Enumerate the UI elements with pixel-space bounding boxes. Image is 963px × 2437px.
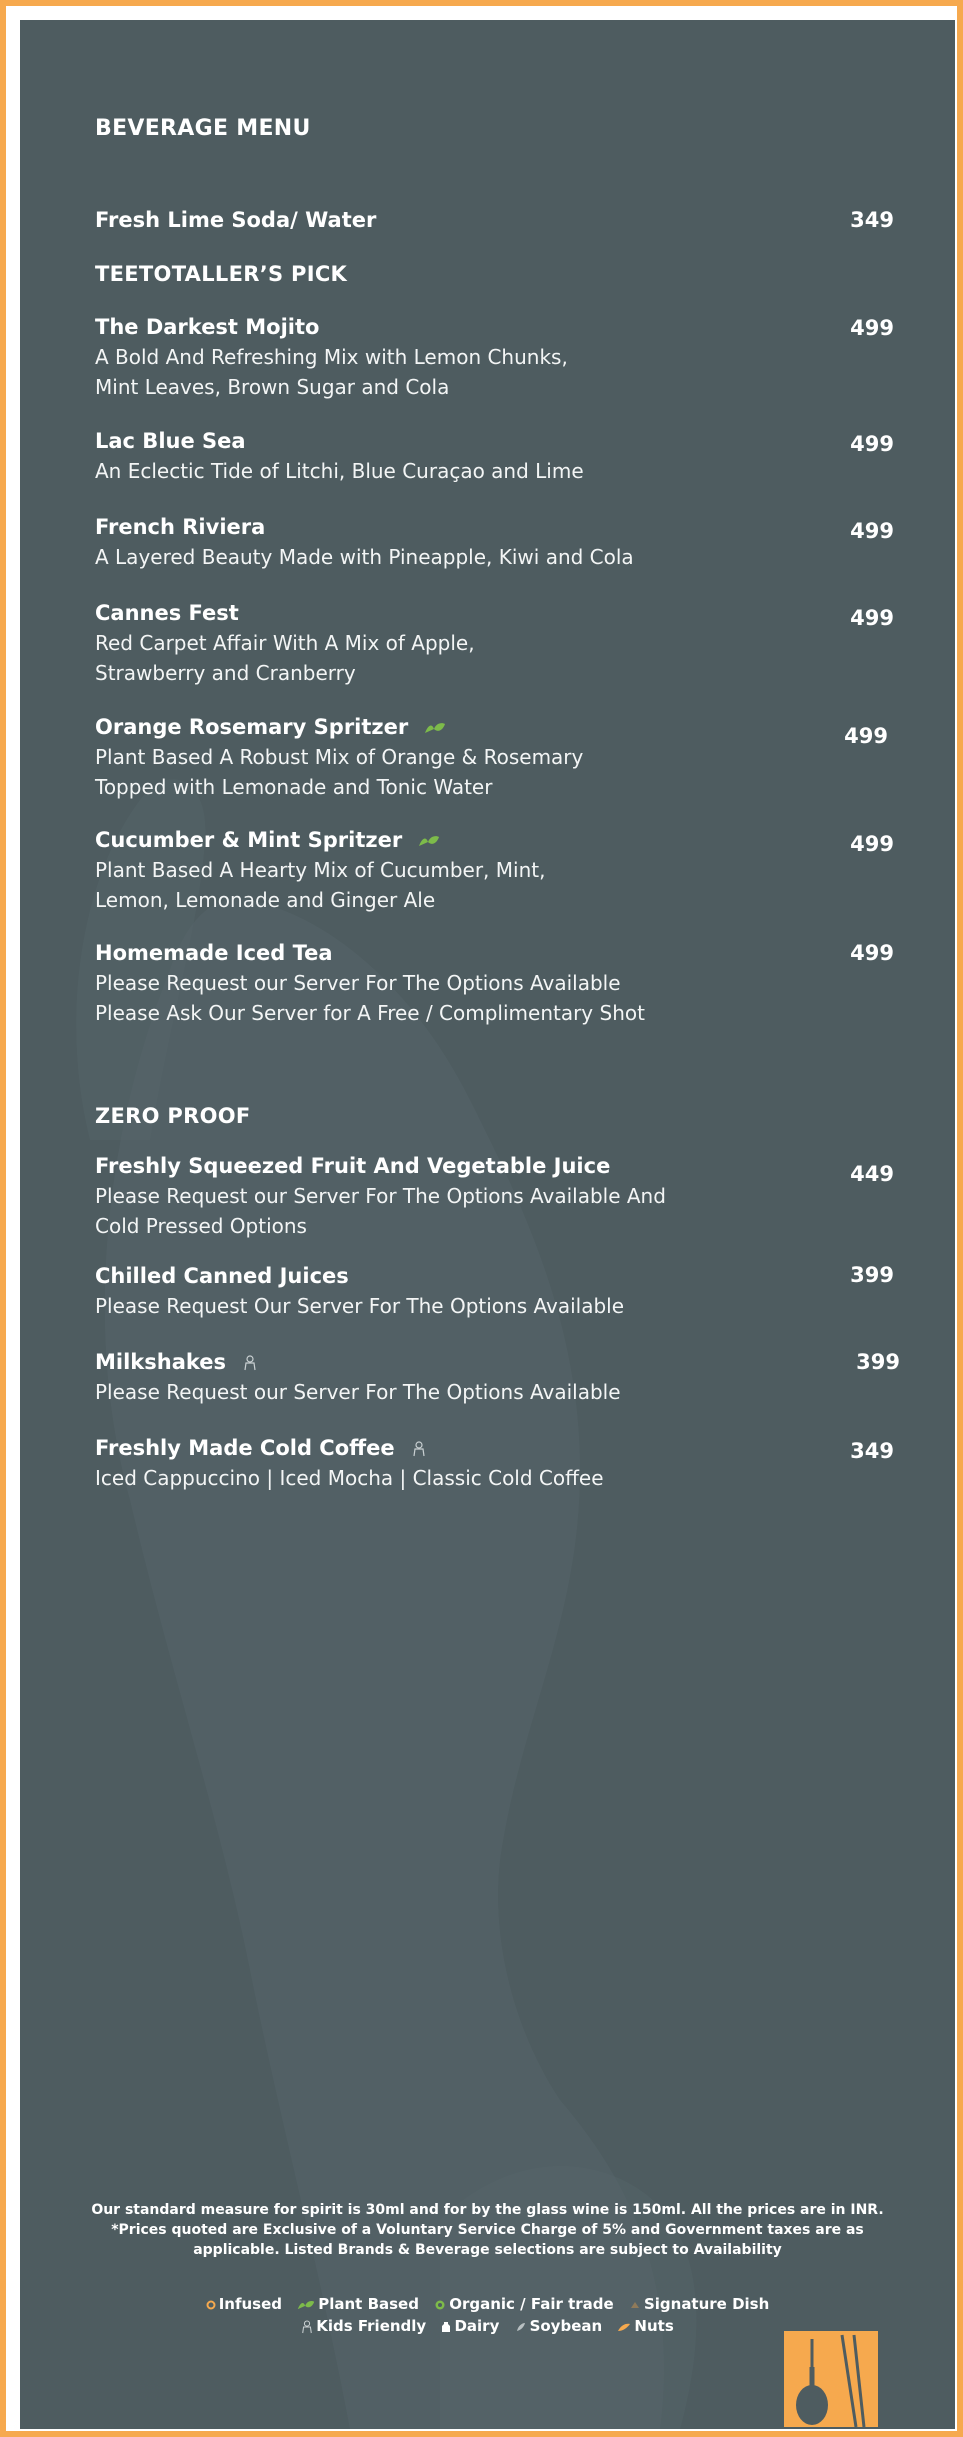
item-description: Topped with Lemonade and Tonic Water <box>95 775 493 799</box>
menu-panel <box>20 20 955 2429</box>
item-name-row <box>95 1436 426 1460</box>
item-description: Please Request our Server For The Options Available <box>95 1380 621 1404</box>
item-price: 499 <box>844 724 888 748</box>
item-price: 399 <box>850 1263 894 1287</box>
item-name: Freshly Made Cold Coffee <box>95 1436 395 1460</box>
plant-based-icon <box>424 721 446 735</box>
legend-item: Signature Dish <box>629 2295 769 2313</box>
item-name-row <box>95 1350 257 1374</box>
item-price: 499 <box>850 432 894 456</box>
item-description: A Layered Beauty Made with Pineapple, Kiwi and Cola <box>95 545 634 569</box>
item-description: Cold Pressed Options <box>95 1214 307 1238</box>
legend-item: Dairy <box>441 2317 499 2335</box>
item-price: 499 <box>850 606 894 630</box>
restaurant-logo <box>784 2331 878 2427</box>
item-name-row <box>95 828 440 852</box>
item-price: 499 <box>850 316 894 340</box>
item-price: 349 <box>850 208 894 232</box>
menu-content <box>20 20 955 2429</box>
footer-line: Our standard measure for spirit is 30ml and for by the glass wine is 150ml. All the prices are in INR. <box>91 2202 884 2218</box>
item-description: Please Request Our Server For The Options Available <box>95 1294 625 1318</box>
item-name: Freshly Squeezed Fruit And Vegetable Juice <box>95 1154 611 1178</box>
item-description: Please Request our Server For The Options Available And <box>95 1184 666 1208</box>
item-name: Cannes Fest <box>95 601 239 625</box>
kids-friendly-icon <box>243 1355 257 1371</box>
signature-dish-icon <box>629 2299 641 2311</box>
legend-row <box>20 2295 955 2313</box>
item-description: Lemon, Lemonade and Ginger Ale <box>95 888 436 912</box>
legend-item: Nuts <box>617 2317 673 2335</box>
footer-line: applicable. Listed Brands & Beverage selections are subject to Availability <box>193 2242 782 2258</box>
legend-item: Soybean <box>515 2317 603 2335</box>
item-description: Plant Based A Hearty Mix of Cucumber, Mint, <box>95 858 546 882</box>
item-name: Orange Rosemary Spritzer <box>95 715 409 739</box>
plant-based-icon <box>297 2299 315 2311</box>
item-price: 349 <box>850 1439 894 1463</box>
item-price: 499 <box>850 519 894 543</box>
dairy-icon <box>441 2321 451 2333</box>
item-name: Cucumber & Mint Spritzer <box>95 828 403 852</box>
item-name: Homemade Iced Tea <box>95 941 333 965</box>
item-description: Plant Based A Robust Mix of Orange & Rosemary <box>95 745 584 769</box>
item-description: A Bold And Refreshing Mix with Lemon Chunks, <box>95 345 568 369</box>
item-price: 449 <box>850 1162 894 1186</box>
item-description: Red Carpet Affair With A Mix of Apple, <box>95 631 475 655</box>
section-heading: TEETOTALLER’S PICK <box>95 262 348 286</box>
spoon-chopsticks-logo-icon <box>784 2331 878 2427</box>
legend-item: Organic / Fair trade <box>434 2295 614 2313</box>
item-price: 499 <box>850 832 894 856</box>
nuts-icon <box>617 2321 631 2333</box>
item-name: French Riviera <box>95 515 266 539</box>
footer-line: *Prices quoted are Exclusive of a Voluntary Service Charge of 5% and Government taxes are as <box>111 2222 864 2238</box>
item-price: 499 <box>850 941 894 965</box>
soybean-icon <box>515 2321 527 2333</box>
kids-friendly-icon <box>301 2320 313 2334</box>
item-name-row <box>95 715 446 739</box>
footer-note <box>90 2200 885 2260</box>
item-description: Iced Cappuccino | Iced Mocha | Classic Cold Coffee <box>95 1466 604 1490</box>
infused-icon <box>206 2300 216 2310</box>
legend-item: Infused <box>206 2295 282 2313</box>
item-description: Strawberry and Cranberry <box>95 661 356 685</box>
organic-icon <box>434 2299 446 2311</box>
legend-item: Plant Based <box>297 2295 419 2313</box>
kids-friendly-icon <box>412 1441 426 1457</box>
item-name: Lac Blue Sea <box>95 429 246 453</box>
item-name: Chilled Canned Juices <box>95 1264 349 1288</box>
item-name: Fresh Lime Soda/ Water <box>95 208 377 232</box>
item-description: Mint Leaves, Brown Sugar and Cola <box>95 375 450 399</box>
item-description: An Eclectic Tide of Litchi, Blue Curaçao and Lime <box>95 459 584 483</box>
section-heading: ZERO PROOF <box>95 1104 251 1128</box>
item-description: Please Ask Our Server for A Free / Complimentary Shot <box>95 1001 645 1025</box>
menu-title: BEVERAGE MENU <box>95 116 311 141</box>
item-name: Milkshakes <box>95 1350 227 1374</box>
legend-item: Kids Friendly <box>301 2317 426 2335</box>
item-description: Please Request our Server For The Options Available <box>95 971 621 995</box>
plant-based-icon <box>418 834 440 848</box>
item-price: 399 <box>856 1350 900 1374</box>
item-name: The Darkest Mojito <box>95 315 320 339</box>
